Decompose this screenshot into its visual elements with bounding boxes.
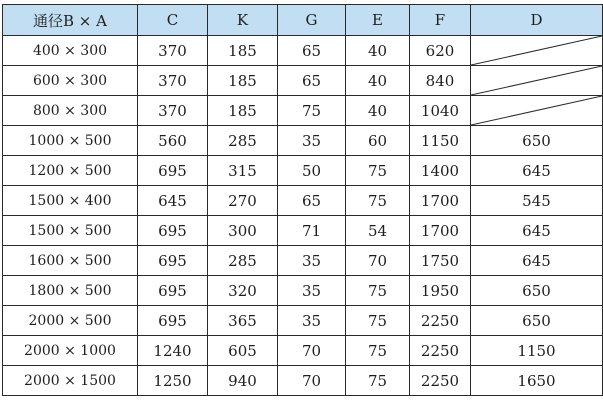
cell-e: 40 (346, 96, 410, 126)
table-body (3, 36, 603, 396)
cell-size: 400 × 300 (3, 36, 138, 66)
cell-f: 1150 (410, 126, 471, 156)
cell-d: 645 (471, 246, 603, 276)
cell-g: 35 (278, 306, 346, 336)
cell-c: 370 (138, 96, 208, 126)
cell-c: 645 (138, 186, 208, 216)
cell-d: 645 (471, 156, 603, 186)
cell-d: 645 (471, 216, 603, 246)
cell-d-not-applicable (471, 66, 603, 96)
diagonal-slash-icon (471, 66, 602, 95)
cell-c: 695 (138, 216, 208, 246)
cell-k: 285 (208, 126, 278, 156)
cell-e: 75 (346, 276, 410, 306)
cell-f: 2250 (410, 336, 471, 366)
table-row (3, 366, 603, 396)
cell-g: 70 (278, 366, 346, 396)
cell-e: 70 (346, 246, 410, 276)
cell-k: 940 (208, 366, 278, 396)
table-row (3, 306, 603, 336)
cell-f: 2250 (410, 366, 471, 396)
table-row (3, 186, 603, 216)
cell-e: 75 (346, 156, 410, 186)
cell-f: 1400 (410, 156, 471, 186)
cell-k: 285 (208, 246, 278, 276)
cell-g: 70 (278, 336, 346, 366)
header-c: C (138, 5, 208, 36)
cell-g: 35 (278, 276, 346, 306)
cell-e: 75 (346, 186, 410, 216)
table-row (3, 66, 603, 96)
cell-d-not-applicable (471, 36, 603, 66)
cell-d-not-applicable (471, 96, 603, 126)
header-f: F (410, 5, 471, 36)
cell-g: 75 (278, 96, 346, 126)
header-d: D (471, 5, 603, 36)
cell-k: 185 (208, 96, 278, 126)
cell-e: 75 (346, 366, 410, 396)
cell-f: 1950 (410, 276, 471, 306)
diagonal-slash-icon (471, 96, 602, 125)
cell-e: 60 (346, 126, 410, 156)
cell-size: 2000 × 1000 (3, 336, 138, 366)
cell-g: 65 (278, 36, 346, 66)
cell-k: 365 (208, 306, 278, 336)
header-row (3, 5, 603, 36)
cell-f: 1040 (410, 96, 471, 126)
table-row (3, 336, 603, 366)
header-e: E (346, 5, 410, 36)
cell-c: 370 (138, 36, 208, 66)
table-row (3, 276, 603, 306)
cell-d: 650 (471, 126, 603, 156)
table-row (3, 246, 603, 276)
cell-f: 1700 (410, 186, 471, 216)
cell-g: 71 (278, 216, 346, 246)
cell-k: 605 (208, 336, 278, 366)
cell-d: 545 (471, 186, 603, 216)
cell-e: 75 (346, 336, 410, 366)
dimension-spec-table (2, 4, 603, 396)
cell-d: 1150 (471, 336, 603, 366)
cell-g: 65 (278, 66, 346, 96)
cell-k: 320 (208, 276, 278, 306)
header-g: G (278, 5, 346, 36)
cell-k: 315 (208, 156, 278, 186)
cell-f: 1700 (410, 216, 471, 246)
table-row (3, 36, 603, 66)
cell-size: 1000 × 500 (3, 126, 138, 156)
cell-k: 185 (208, 66, 278, 96)
cell-e: 40 (346, 36, 410, 66)
cell-c: 1240 (138, 336, 208, 366)
cell-c: 370 (138, 66, 208, 96)
cell-e: 75 (346, 306, 410, 336)
diagonal-slash-icon (471, 36, 602, 65)
cell-f: 1750 (410, 246, 471, 276)
cell-size: 1500 × 400 (3, 186, 138, 216)
cell-size: 1200 × 500 (3, 156, 138, 186)
cell-size: 1600 × 500 (3, 246, 138, 276)
table-row (3, 96, 603, 126)
cell-size: 2000 × 1500 (3, 366, 138, 396)
cell-e: 40 (346, 66, 410, 96)
cell-d: 650 (471, 306, 603, 336)
cell-size: 1800 × 500 (3, 276, 138, 306)
cell-g: 50 (278, 156, 346, 186)
cell-f: 620 (410, 36, 471, 66)
table-row (3, 156, 603, 186)
header-k: K (208, 5, 278, 36)
cell-c: 695 (138, 276, 208, 306)
cell-c: 695 (138, 246, 208, 276)
cell-e: 54 (346, 216, 410, 246)
header-size: 通径B × A (3, 5, 138, 36)
cell-size: 800 × 300 (3, 96, 138, 126)
cell-c: 695 (138, 156, 208, 186)
cell-d: 1650 (471, 366, 603, 396)
table-row (3, 216, 603, 246)
cell-size: 1500 × 500 (3, 216, 138, 246)
cell-size: 2000 × 500 (3, 306, 138, 336)
cell-g: 65 (278, 186, 346, 216)
cell-g: 35 (278, 246, 346, 276)
cell-k: 185 (208, 36, 278, 66)
cell-c: 695 (138, 306, 208, 336)
cell-k: 300 (208, 216, 278, 246)
cell-f: 2250 (410, 306, 471, 336)
cell-size: 600 × 300 (3, 66, 138, 96)
cell-c: 560 (138, 126, 208, 156)
cell-k: 270 (208, 186, 278, 216)
table-row (3, 126, 603, 156)
cell-g: 35 (278, 126, 346, 156)
cell-f: 840 (410, 66, 471, 96)
cell-c: 1250 (138, 366, 208, 396)
cell-d: 650 (471, 276, 603, 306)
